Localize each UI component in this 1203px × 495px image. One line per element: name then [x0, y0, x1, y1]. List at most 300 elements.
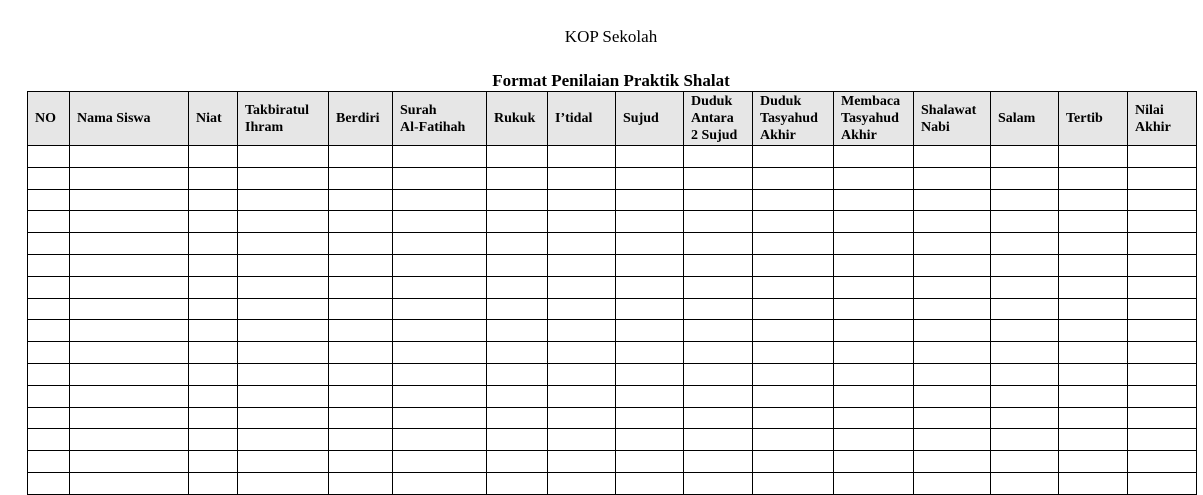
column-header-line: Berdiri [336, 111, 380, 126]
table-row [28, 472, 1197, 494]
table-cell-salam[interactable] [991, 189, 1059, 211]
table-cell-takbiratul-ihram[interactable] [238, 407, 329, 429]
table-cell-tertib[interactable] [1059, 385, 1128, 407]
table-cell-nilai-akhir[interactable] [1128, 189, 1197, 211]
table-cell-itidal[interactable] [548, 146, 616, 168]
table-cell-niat[interactable] [189, 429, 238, 451]
table-cell-nama-siswa[interactable] [70, 342, 189, 364]
table-cell-salam[interactable] [991, 254, 1059, 276]
table-cell-surah-al-fatihah[interactable] [393, 407, 487, 429]
table-cell-shalawat-nabi[interactable] [914, 276, 991, 298]
table-cell-nilai-akhir[interactable] [1128, 385, 1197, 407]
table-cell-berdiri[interactable] [329, 472, 393, 494]
table-cell-duduk-antara-2-sujud[interactable] [684, 342, 753, 364]
table-cell-nama-siswa[interactable] [70, 451, 189, 473]
table-cell-takbiratul-ihram[interactable] [238, 167, 329, 189]
table-cell-rukuk[interactable] [487, 429, 548, 451]
table-cell-niat[interactable] [189, 233, 238, 255]
table-cell-surah-al-fatihah[interactable] [393, 451, 487, 473]
table-cell-itidal[interactable] [548, 254, 616, 276]
table-cell-takbiratul-ihram[interactable] [238, 342, 329, 364]
table-cell-berdiri[interactable] [329, 451, 393, 473]
table-cell-sujud[interactable] [616, 167, 684, 189]
table-cell-surah-al-fatihah[interactable] [393, 342, 487, 364]
table-cell-rukuk[interactable] [487, 167, 548, 189]
table-cell-tertib[interactable] [1059, 451, 1128, 473]
table-cell-nilai-akhir[interactable] [1128, 363, 1197, 385]
table-cell-surah-al-fatihah[interactable] [393, 233, 487, 255]
table-cell-nilai-akhir[interactable] [1128, 254, 1197, 276]
table-cell-duduk-tasyahud-akhir[interactable] [753, 342, 834, 364]
table-row [28, 254, 1197, 276]
table-cell-duduk-tasyahud-akhir[interactable] [753, 429, 834, 451]
table-cell-itidal[interactable] [548, 276, 616, 298]
table-cell-no[interactable] [28, 451, 70, 473]
table-cell-salam[interactable] [991, 146, 1059, 168]
table-cell-duduk-tasyahud-akhir[interactable] [753, 276, 834, 298]
table-cell-duduk-tasyahud-akhir[interactable] [753, 407, 834, 429]
table-cell-membaca-tasyahud-akhir[interactable] [834, 451, 914, 473]
table-cell-shalawat-nabi[interactable] [914, 298, 991, 320]
table-cell-nama-siswa[interactable] [70, 276, 189, 298]
table-cell-duduk-antara-2-sujud[interactable] [684, 320, 753, 342]
table-cell-surah-al-fatihah[interactable] [393, 189, 487, 211]
column-header-line: Nabi [921, 119, 950, 135]
table-cell-rukuk[interactable] [487, 298, 548, 320]
table-header [28, 92, 1197, 146]
table-cell-rukuk[interactable] [487, 233, 548, 255]
table-row [28, 320, 1197, 342]
table-cell-duduk-tasyahud-akhir[interactable] [753, 233, 834, 255]
table-cell-duduk-antara-2-sujud[interactable] [684, 298, 753, 320]
table-cell-duduk-antara-2-sujud[interactable] [684, 429, 753, 451]
table-cell-shalawat-nabi[interactable] [914, 146, 991, 168]
table-cell-surah-al-fatihah[interactable] [393, 363, 487, 385]
table-cell-duduk-tasyahud-akhir[interactable] [753, 211, 834, 233]
table-row [28, 211, 1197, 233]
table-cell-niat[interactable] [189, 320, 238, 342]
table-cell-salam[interactable] [991, 429, 1059, 451]
table-cell-niat[interactable] [189, 407, 238, 429]
table-cell-rukuk[interactable] [487, 385, 548, 407]
table-cell-nilai-akhir[interactable] [1128, 276, 1197, 298]
table-cell-takbiratul-ihram[interactable] [238, 451, 329, 473]
table-cell-berdiri[interactable] [329, 233, 393, 255]
header-row [28, 92, 1197, 146]
table-cell-berdiri[interactable] [329, 211, 393, 233]
table-cell-tertib[interactable] [1059, 167, 1128, 189]
table-cell-niat[interactable] [189, 211, 238, 233]
table-cell-nama-siswa[interactable] [70, 385, 189, 407]
table-row [28, 385, 1197, 407]
table-cell-itidal[interactable] [548, 429, 616, 451]
table-cell-duduk-antara-2-sujud[interactable] [684, 451, 753, 473]
table-cell-shalawat-nabi[interactable] [914, 167, 991, 189]
table-cell-duduk-tasyahud-akhir[interactable] [753, 385, 834, 407]
table-cell-tertib[interactable] [1059, 254, 1128, 276]
table-cell-no[interactable] [28, 233, 70, 255]
table-cell-membaca-tasyahud-akhir[interactable] [834, 363, 914, 385]
column-header-sujud [616, 92, 684, 146]
column-header-surah-al-fatihah [393, 92, 487, 146]
table-cell-sujud[interactable] [616, 146, 684, 168]
table-cell-nama-siswa[interactable] [70, 233, 189, 255]
column-header-rukuk [487, 92, 548, 146]
table-cell-surah-al-fatihah[interactable] [393, 320, 487, 342]
table-cell-surah-al-fatihah[interactable] [393, 276, 487, 298]
table-cell-nilai-akhir[interactable] [1128, 146, 1197, 168]
table-cell-membaca-tasyahud-akhir[interactable] [834, 167, 914, 189]
table-cell-sujud[interactable] [616, 233, 684, 255]
table-cell-duduk-tasyahud-akhir[interactable] [753, 320, 834, 342]
table-cell-berdiri[interactable] [329, 189, 393, 211]
column-header-line: Shalawat [921, 102, 977, 118]
table-cell-rukuk[interactable] [487, 211, 548, 233]
table-cell-nilai-akhir[interactable] [1128, 233, 1197, 255]
table-cell-takbiratul-ihram[interactable] [238, 276, 329, 298]
table-cell-nilai-akhir[interactable] [1128, 451, 1197, 473]
table-cell-duduk-antara-2-sujud[interactable] [684, 189, 753, 211]
table-cell-niat[interactable] [189, 363, 238, 385]
table-cell-itidal[interactable] [548, 363, 616, 385]
table-cell-surah-al-fatihah[interactable] [393, 167, 487, 189]
table-cell-rukuk[interactable] [487, 451, 548, 473]
table-cell-duduk-tasyahud-akhir[interactable] [753, 167, 834, 189]
table-cell-itidal[interactable] [548, 189, 616, 211]
table-cell-berdiri[interactable] [329, 385, 393, 407]
table-cell-rukuk[interactable] [487, 146, 548, 168]
table-cell-rukuk[interactable] [487, 472, 548, 494]
table-cell-tertib[interactable] [1059, 407, 1128, 429]
table-cell-salam[interactable] [991, 363, 1059, 385]
table-cell-no[interactable] [28, 276, 70, 298]
table-cell-duduk-antara-2-sujud[interactable] [684, 363, 753, 385]
table-cell-nama-siswa[interactable] [70, 189, 189, 211]
table-cell-shalawat-nabi[interactable] [914, 254, 991, 276]
table-cell-itidal[interactable] [548, 342, 616, 364]
table-cell-membaca-tasyahud-akhir[interactable] [834, 342, 914, 364]
table-cell-no[interactable] [28, 429, 70, 451]
table-cell-berdiri[interactable] [329, 146, 393, 168]
column-header-line: Surah [400, 102, 437, 118]
column-header-line: I’tidal [555, 111, 593, 126]
table-cell-membaca-tasyahud-akhir[interactable] [834, 320, 914, 342]
table-cell-berdiri[interactable] [329, 320, 393, 342]
table-row [28, 167, 1197, 189]
table-cell-itidal[interactable] [548, 233, 616, 255]
table-cell-berdiri[interactable] [329, 363, 393, 385]
table-cell-niat[interactable] [189, 451, 238, 473]
table-cell-takbiratul-ihram[interactable] [238, 254, 329, 276]
table-cell-no[interactable] [28, 342, 70, 364]
table-cell-berdiri[interactable] [329, 407, 393, 429]
table-cell-shalawat-nabi[interactable] [914, 342, 991, 364]
table-cell-tertib[interactable] [1059, 233, 1128, 255]
table-cell-rukuk[interactable] [487, 276, 548, 298]
table-cell-rukuk[interactable] [487, 320, 548, 342]
table-cell-niat[interactable] [189, 254, 238, 276]
column-header-takbiratul-ihram [238, 92, 329, 146]
table-cell-salam[interactable] [991, 385, 1059, 407]
table-cell-salam[interactable] [991, 342, 1059, 364]
table-cell-niat[interactable] [189, 342, 238, 364]
table-cell-tertib[interactable] [1059, 146, 1128, 168]
table-cell-nama-siswa[interactable] [70, 320, 189, 342]
table-cell-takbiratul-ihram[interactable] [238, 233, 329, 255]
table-cell-membaca-tasyahud-akhir[interactable] [834, 298, 914, 320]
table-cell-membaca-tasyahud-akhir[interactable] [834, 407, 914, 429]
table-cell-shalawat-nabi[interactable] [914, 363, 991, 385]
table-cell-nilai-akhir[interactable] [1128, 167, 1197, 189]
table-cell-nilai-akhir[interactable] [1128, 342, 1197, 364]
kop-sekolah-heading: KOP Sekolah [564, 27, 658, 46]
table-cell-berdiri[interactable] [329, 298, 393, 320]
table-cell-nama-siswa[interactable] [70, 254, 189, 276]
table-cell-membaca-tasyahud-akhir[interactable] [834, 189, 914, 211]
table-cell-takbiratul-ihram[interactable] [238, 385, 329, 407]
table-cell-takbiratul-ihram[interactable] [238, 146, 329, 168]
table-cell-salam[interactable] [991, 211, 1059, 233]
table-cell-itidal[interactable] [548, 298, 616, 320]
table-row [28, 363, 1197, 385]
table-cell-tertib[interactable] [1059, 429, 1128, 451]
table-cell-shalawat-nabi[interactable] [914, 211, 991, 233]
table-cell-itidal[interactable] [548, 451, 616, 473]
column-header-line: Akhir [760, 128, 796, 143]
table-cell-duduk-antara-2-sujud[interactable] [684, 472, 753, 494]
table-cell-niat[interactable] [189, 472, 238, 494]
table-cell-no[interactable] [28, 146, 70, 168]
column-header-line: Duduk [760, 94, 802, 109]
table-row [28, 276, 1197, 298]
column-header-line: Nilai [1135, 102, 1164, 118]
table-cell-itidal[interactable] [548, 407, 616, 429]
table-cell-rukuk[interactable] [487, 342, 548, 364]
table-cell-duduk-antara-2-sujud[interactable] [684, 167, 753, 189]
table-cell-duduk-tasyahud-akhir[interactable] [753, 189, 834, 211]
table-cell-sujud[interactable] [616, 276, 684, 298]
table-cell-nilai-akhir[interactable] [1128, 298, 1197, 320]
table-cell-no[interactable] [28, 167, 70, 189]
table-cell-nama-siswa[interactable] [70, 429, 189, 451]
table-cell-salam[interactable] [991, 276, 1059, 298]
column-header-line: Sujud [623, 111, 659, 126]
table-cell-sujud[interactable] [616, 429, 684, 451]
column-header-duduk-antara-2-sujud [684, 92, 753, 146]
table-cell-niat[interactable] [189, 276, 238, 298]
table-cell-salam[interactable] [991, 298, 1059, 320]
table-cell-sujud[interactable] [616, 407, 684, 429]
table-cell-sujud[interactable] [616, 189, 684, 211]
table-cell-salam[interactable] [991, 233, 1059, 255]
table-cell-membaca-tasyahud-akhir[interactable] [834, 254, 914, 276]
table-cell-sujud[interactable] [616, 363, 684, 385]
table-cell-itidal[interactable] [548, 211, 616, 233]
table-cell-duduk-tasyahud-akhir[interactable] [753, 298, 834, 320]
table-cell-sujud[interactable] [616, 320, 684, 342]
table-cell-no[interactable] [28, 385, 70, 407]
table-cell-shalawat-nabi[interactable] [914, 451, 991, 473]
table-cell-nilai-akhir[interactable] [1128, 472, 1197, 494]
table-cell-no[interactable] [28, 320, 70, 342]
table-cell-berdiri[interactable] [329, 342, 393, 364]
table-cell-shalawat-nabi[interactable] [914, 472, 991, 494]
table-cell-berdiri[interactable] [329, 254, 393, 276]
column-header-line: Antara [691, 111, 734, 126]
table-cell-tertib[interactable] [1059, 276, 1128, 298]
table-cell-no[interactable] [28, 211, 70, 233]
table-cell-surah-al-fatihah[interactable] [393, 429, 487, 451]
table-cell-salam[interactable] [991, 320, 1059, 342]
table-cell-shalawat-nabi[interactable] [914, 320, 991, 342]
table-cell-rukuk[interactable] [487, 189, 548, 211]
column-header-line: Tertib [1066, 111, 1103, 126]
table-cell-sujud[interactable] [616, 298, 684, 320]
table-cell-salam[interactable] [991, 451, 1059, 473]
table-cell-duduk-tasyahud-akhir[interactable] [753, 472, 834, 494]
column-header-line: Ihram [245, 119, 284, 135]
table-cell-shalawat-nabi[interactable] [914, 385, 991, 407]
table-cell-nilai-akhir[interactable] [1128, 429, 1197, 451]
table-cell-duduk-antara-2-sujud[interactable] [684, 146, 753, 168]
table-cell-niat[interactable] [189, 167, 238, 189]
table-cell-duduk-antara-2-sujud[interactable] [684, 407, 753, 429]
table-cell-takbiratul-ihram[interactable] [238, 429, 329, 451]
table-cell-no[interactable] [28, 254, 70, 276]
table-cell-no[interactable] [28, 472, 70, 494]
table-cell-nama-siswa[interactable] [70, 363, 189, 385]
table-cell-sujud[interactable] [616, 254, 684, 276]
table-cell-nama-siswa[interactable] [70, 167, 189, 189]
table-cell-no[interactable] [28, 363, 70, 385]
table-cell-tertib[interactable] [1059, 298, 1128, 320]
table-cell-takbiratul-ihram[interactable] [238, 363, 329, 385]
table-cell-nama-siswa[interactable] [70, 472, 189, 494]
table-cell-shalawat-nabi[interactable] [914, 429, 991, 451]
table-cell-takbiratul-ihram[interactable] [238, 211, 329, 233]
table-cell-tertib[interactable] [1059, 211, 1128, 233]
table-cell-sujud[interactable] [616, 211, 684, 233]
column-header-line: Tasyahud [760, 111, 818, 126]
table-cell-rukuk[interactable] [487, 254, 548, 276]
table-cell-nama-siswa[interactable] [70, 298, 189, 320]
table-cell-shalawat-nabi[interactable] [914, 407, 991, 429]
column-header-salam [991, 92, 1059, 146]
table-cell-niat[interactable] [189, 189, 238, 211]
table-cell-sujud[interactable] [616, 342, 684, 364]
table-cell-surah-al-fatihah[interactable] [393, 254, 487, 276]
table-cell-salam[interactable] [991, 167, 1059, 189]
table-cell-membaca-tasyahud-akhir[interactable] [834, 429, 914, 451]
table-cell-sujud[interactable] [616, 472, 684, 494]
table-cell-berdiri[interactable] [329, 429, 393, 451]
table-cell-tertib[interactable] [1059, 320, 1128, 342]
table-cell-shalawat-nabi[interactable] [914, 189, 991, 211]
column-header-membaca-tasyahud-akhir [834, 92, 914, 146]
table-cell-nama-siswa[interactable] [70, 407, 189, 429]
table-cell-membaca-tasyahud-akhir[interactable] [834, 472, 914, 494]
table-cell-no[interactable] [28, 298, 70, 320]
table-cell-rukuk[interactable] [487, 407, 548, 429]
column-header-nilai-akhir [1128, 92, 1197, 146]
table-cell-rukuk[interactable] [487, 363, 548, 385]
table-cell-niat[interactable] [189, 385, 238, 407]
table-cell-tertib[interactable] [1059, 342, 1128, 364]
column-header-line: Rukuk [494, 111, 536, 126]
column-header-line: Akhir [841, 128, 877, 143]
table-cell-berdiri[interactable] [329, 167, 393, 189]
table-row [28, 342, 1197, 364]
table-cell-surah-al-fatihah[interactable] [393, 211, 487, 233]
table-cell-salam[interactable] [991, 472, 1059, 494]
table-cell-membaca-tasyahud-akhir[interactable] [834, 146, 914, 168]
table-cell-tertib[interactable] [1059, 189, 1128, 211]
table-cell-berdiri[interactable] [329, 276, 393, 298]
table-cell-duduk-tasyahud-akhir[interactable] [753, 146, 834, 168]
table-cell-duduk-antara-2-sujud[interactable] [684, 211, 753, 233]
table-cell-niat[interactable] [189, 298, 238, 320]
table-cell-duduk-antara-2-sujud[interactable] [684, 276, 753, 298]
table-cell-duduk-tasyahud-akhir[interactable] [753, 254, 834, 276]
table-cell-membaca-tasyahud-akhir[interactable] [834, 211, 914, 233]
column-header-line: NO [35, 111, 56, 126]
table-cell-nilai-akhir[interactable] [1128, 320, 1197, 342]
table-cell-no[interactable] [28, 189, 70, 211]
table-row [28, 429, 1197, 451]
table-cell-surah-al-fatihah[interactable] [393, 385, 487, 407]
table-cell-nama-siswa[interactable] [70, 211, 189, 233]
column-header-line: Akhir [1135, 119, 1171, 135]
table-cell-duduk-tasyahud-akhir[interactable] [753, 363, 834, 385]
table-cell-membaca-tasyahud-akhir[interactable] [834, 276, 914, 298]
table-cell-niat[interactable] [189, 146, 238, 168]
table-cell-tertib[interactable] [1059, 363, 1128, 385]
table-cell-duduk-antara-2-sujud[interactable] [684, 233, 753, 255]
table-cell-duduk-antara-2-sujud[interactable] [684, 385, 753, 407]
table-cell-nilai-akhir[interactable] [1128, 407, 1197, 429]
table-cell-itidal[interactable] [548, 320, 616, 342]
table-cell-duduk-antara-2-sujud[interactable] [684, 254, 753, 276]
table-cell-nama-siswa[interactable] [70, 146, 189, 168]
table-cell-sujud[interactable] [616, 451, 684, 473]
column-header-nama-siswa [70, 92, 189, 146]
table-cell-takbiratul-ihram[interactable] [238, 298, 329, 320]
column-header-shalawat-nabi [914, 92, 991, 146]
table-cell-surah-al-fatihah[interactable] [393, 146, 487, 168]
table-cell-sujud[interactable] [616, 385, 684, 407]
table-cell-no[interactable] [28, 407, 70, 429]
table-cell-membaca-tasyahud-akhir[interactable] [834, 233, 914, 255]
column-header-duduk-tasyahud-akhir [753, 92, 834, 146]
table-cell-itidal[interactable] [548, 167, 616, 189]
table-cell-surah-al-fatihah[interactable] [393, 298, 487, 320]
table-cell-membaca-tasyahud-akhir[interactable] [834, 385, 914, 407]
table-cell-duduk-tasyahud-akhir[interactable] [753, 451, 834, 473]
table-cell-nilai-akhir[interactable] [1128, 211, 1197, 233]
table-cell-takbiratul-ihram[interactable] [238, 320, 329, 342]
table-cell-takbiratul-ihram[interactable] [238, 189, 329, 211]
table-cell-salam[interactable] [991, 407, 1059, 429]
column-header-niat [189, 92, 238, 146]
column-header-tertib [1059, 92, 1128, 146]
table-cell-shalawat-nabi[interactable] [914, 233, 991, 255]
table-cell-surah-al-fatihah[interactable] [393, 472, 487, 494]
table-cell-takbiratul-ihram[interactable] [238, 472, 329, 494]
table-cell-tertib[interactable] [1059, 472, 1128, 494]
column-header-line: Takbiratul [245, 102, 310, 118]
table-cell-itidal[interactable] [548, 385, 616, 407]
table-cell-itidal[interactable] [548, 472, 616, 494]
